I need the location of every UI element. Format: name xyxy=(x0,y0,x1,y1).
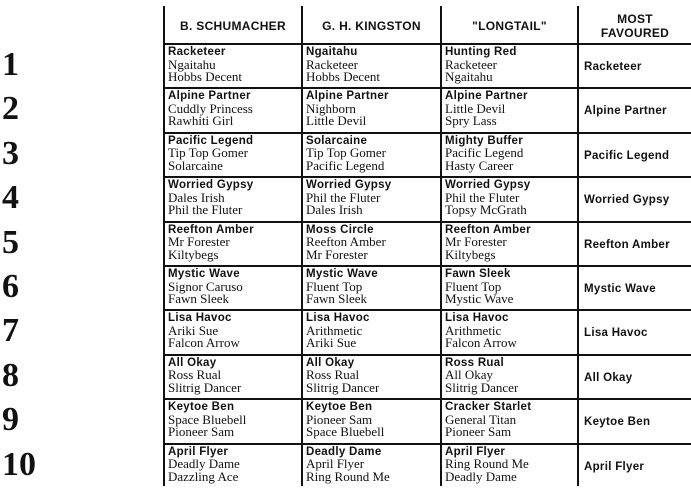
third-selection: Dales Irish xyxy=(306,202,363,218)
second-selection: Ring Round Me xyxy=(445,456,529,472)
row-divider xyxy=(163,354,691,356)
third-selection: Little Devil xyxy=(306,113,367,129)
third-selection: Falcon Arrow xyxy=(445,335,517,351)
most-favoured-cell: Worried Gypsy xyxy=(584,194,670,207)
race-number: 5 xyxy=(2,223,19,261)
race-number: 9 xyxy=(2,401,19,439)
third-selection: Mr Forester xyxy=(306,246,368,262)
third-selection: Ring Round Me xyxy=(306,468,390,484)
third-selection: Solarcaine xyxy=(168,157,223,173)
second-selection: Tip Top Gomer xyxy=(306,145,386,161)
first-selection: April Flyer xyxy=(168,445,229,458)
third-selection: Fawn Sleek xyxy=(168,291,230,306)
first-selection: Lisa Havoc xyxy=(168,312,232,325)
first-selection: Worried Gypsy xyxy=(445,179,531,192)
first-selection: Worried Gypsy xyxy=(306,179,392,192)
first-selection: Moss Circle xyxy=(306,223,374,236)
race-number: 1 xyxy=(2,46,19,83)
first-selection: Mighty Buffer xyxy=(445,134,524,147)
third-selection: Phil the Fluter xyxy=(168,202,243,218)
second-selection: Racketeer xyxy=(445,56,497,72)
second-selection: Ariki Sue xyxy=(168,322,219,338)
selection-cell-col1 xyxy=(168,46,242,88)
third-selection: Pioneer Sam xyxy=(445,424,512,440)
first-selection: Mystic Wave xyxy=(306,268,378,280)
selection-cell-col1 xyxy=(168,312,240,354)
third-selection: Deadly Dame xyxy=(445,468,517,484)
row-divider xyxy=(163,265,691,267)
selection-cell-col1 xyxy=(168,357,241,399)
first-selection: Cracker Starlet xyxy=(445,401,532,414)
first-selection: Reefton Amber xyxy=(168,223,254,236)
selection-cell-col2 xyxy=(306,357,379,399)
selection-cell-col1 xyxy=(168,401,246,443)
selection-cell-col2 xyxy=(306,90,389,132)
second-selection: Space Bluebell xyxy=(168,411,247,427)
first-selection: Alpine Partner xyxy=(445,90,528,103)
second-selection: All Okay xyxy=(445,367,494,383)
race-number: 2 xyxy=(2,90,19,128)
first-selection: Hunting Red xyxy=(445,46,517,58)
selection-cell-col3 xyxy=(445,268,513,310)
first-selection: Lisa Havoc xyxy=(306,312,370,325)
second-selection: Arithmetic xyxy=(306,322,363,338)
first-selection: Fawn Sleek xyxy=(445,268,511,280)
header-kingston: G. H. KINGSTON xyxy=(322,19,421,33)
row-divider xyxy=(163,309,691,311)
second-selection: Fluent Top xyxy=(306,278,363,294)
third-selection: Fawn Sleek xyxy=(306,291,368,306)
second-selection: Ross Rual xyxy=(168,367,222,383)
first-selection: Keytoe Ben xyxy=(306,401,373,414)
first-selection: Alpine Partner xyxy=(306,90,389,103)
second-selection: Little Devil xyxy=(445,100,506,116)
most-favoured-cell: April Flyer xyxy=(584,460,645,473)
second-selection: Nighborn xyxy=(306,100,356,116)
first-selection: April Flyer xyxy=(445,445,506,458)
race-number: 4 xyxy=(2,179,19,217)
first-selection: All Okay xyxy=(168,356,217,369)
selection-cell-col3 xyxy=(445,446,529,488)
second-selection: Signor Caruso xyxy=(168,278,243,294)
third-selection: Ngaitahu xyxy=(445,69,493,84)
second-selection: April Flyer xyxy=(306,456,365,472)
second-selection: General Titan xyxy=(445,411,517,427)
third-selection: Kiltybegs xyxy=(168,246,219,262)
first-selection: Solarcaine xyxy=(306,134,368,147)
selection-cell-col3 xyxy=(445,357,518,399)
most-favoured-cell: Reefton Amber xyxy=(584,238,670,251)
third-selection: Spry Lass xyxy=(445,113,497,129)
third-selection: Falcon Arrow xyxy=(168,335,240,351)
race-number: 6 xyxy=(2,268,19,305)
first-selection: Pacific Legend xyxy=(168,134,254,147)
third-selection: Mystic Wave xyxy=(445,291,514,306)
selection-cell-col1 xyxy=(168,446,240,488)
first-selection: Ngaitahu xyxy=(306,46,358,58)
third-selection: Rawhiti Girl xyxy=(168,113,234,129)
selection-cell-col3 xyxy=(445,179,531,221)
selection-cell-col2 xyxy=(306,268,378,310)
second-selection: Deadly Dame xyxy=(168,456,240,472)
first-selection: Racketeer xyxy=(168,46,226,58)
selection-cell-col1 xyxy=(168,224,254,266)
third-selection: Hasty Career xyxy=(445,157,514,173)
first-selection: Reefton Amber xyxy=(445,223,531,236)
third-selection: Slitrig Dancer xyxy=(445,379,519,395)
first-selection: Deadly Dame xyxy=(306,445,382,458)
row-divider xyxy=(163,443,691,445)
selection-cell-col3 xyxy=(445,312,517,354)
selection-cell-col2 xyxy=(306,401,384,443)
header-most-favoured: MOST FAVOURED xyxy=(600,12,670,40)
third-selection: Dazzling Ace xyxy=(168,468,239,484)
race-number: 3 xyxy=(2,134,19,172)
most-favoured-cell: Mystic Wave xyxy=(584,283,656,295)
row-divider xyxy=(163,87,691,89)
selection-cell-col3 xyxy=(445,46,517,88)
second-selection: Reefton Amber xyxy=(306,234,386,250)
second-selection: Racketeer xyxy=(306,56,358,72)
second-selection: Ross Rual xyxy=(306,367,360,383)
header-schumacher: B. SCHUMACHER xyxy=(180,19,286,33)
first-selection: All Okay xyxy=(306,356,355,369)
third-selection: Kiltybegs xyxy=(445,246,496,262)
selection-cell-col3 xyxy=(445,135,523,177)
third-selection: Hobbs Decent xyxy=(168,69,243,84)
selection-cell-col3 xyxy=(445,224,531,266)
selection-cell-col2 xyxy=(306,312,370,354)
second-selection: Mr Forester xyxy=(168,234,230,250)
selection-cell-col2 xyxy=(306,135,386,177)
first-selection: Alpine Partner xyxy=(168,90,251,103)
selection-cell-col1 xyxy=(168,268,243,310)
third-selection: Space Bluebell xyxy=(306,424,385,440)
second-selection: Pioneer Sam xyxy=(306,411,373,427)
most-favoured-cell: Keytoe Ben xyxy=(584,416,651,429)
second-selection: Phil the Fluter xyxy=(445,189,520,205)
column-divider xyxy=(301,6,303,486)
selection-cell-col3 xyxy=(445,401,531,443)
row-divider xyxy=(163,221,691,223)
selection-cell-col2 xyxy=(306,46,380,88)
column-divider xyxy=(163,6,165,486)
second-selection: Pacific Legend xyxy=(445,145,524,161)
third-selection: Slitrig Dancer xyxy=(168,379,242,395)
third-selection: Ariki Sue xyxy=(306,335,357,351)
race-number: 10 xyxy=(2,445,36,483)
selection-cell-col2 xyxy=(306,179,392,221)
column-divider xyxy=(440,6,442,486)
first-selection: Worried Gypsy xyxy=(168,179,254,192)
second-selection: Arithmetic xyxy=(445,322,502,338)
header-longtail: "LONGTAIL" xyxy=(472,19,547,33)
selection-cell-col3 xyxy=(445,90,528,132)
race-number: 7 xyxy=(2,312,19,350)
second-selection: Tip Top Gomer xyxy=(168,145,248,161)
selection-cell-col2 xyxy=(306,224,386,266)
selection-cell-col1 xyxy=(168,179,254,221)
row-divider xyxy=(163,132,691,134)
second-selection: Ngaitahu xyxy=(168,56,216,72)
third-selection: Topsy McGrath xyxy=(445,202,527,218)
third-selection: Hobbs Decent xyxy=(306,69,381,84)
race-number: 8 xyxy=(2,356,19,394)
row-divider xyxy=(163,43,691,45)
row-divider xyxy=(163,398,691,400)
third-selection: Pacific Legend xyxy=(306,157,385,173)
selection-cell-col1 xyxy=(168,135,253,177)
first-selection: Mystic Wave xyxy=(168,268,240,280)
first-selection: Lisa Havoc xyxy=(445,312,509,325)
most-favoured-cell: Racketeer xyxy=(584,61,642,73)
third-selection: Pioneer Sam xyxy=(168,424,235,440)
most-favoured-cell: Lisa Havoc xyxy=(584,327,648,340)
selection-cell-col2 xyxy=(306,446,390,488)
second-selection: Phil the Fluter xyxy=(306,189,381,205)
second-selection: Fluent Top xyxy=(445,278,502,294)
most-favoured-cell: All Okay xyxy=(584,371,633,384)
most-favoured-cell: Pacific Legend xyxy=(584,149,670,162)
selection-cell-col1 xyxy=(168,90,253,132)
third-selection: Slitrig Dancer xyxy=(306,379,380,395)
most-favoured-cell: Alpine Partner xyxy=(584,105,667,118)
second-selection: Dales Irish xyxy=(168,189,225,205)
first-selection: Ross Rual xyxy=(445,356,504,369)
second-selection: Cuddly Princess xyxy=(168,100,253,116)
row-divider xyxy=(163,176,691,178)
first-selection: Keytoe Ben xyxy=(168,401,235,414)
second-selection: Mr Forester xyxy=(445,234,507,250)
